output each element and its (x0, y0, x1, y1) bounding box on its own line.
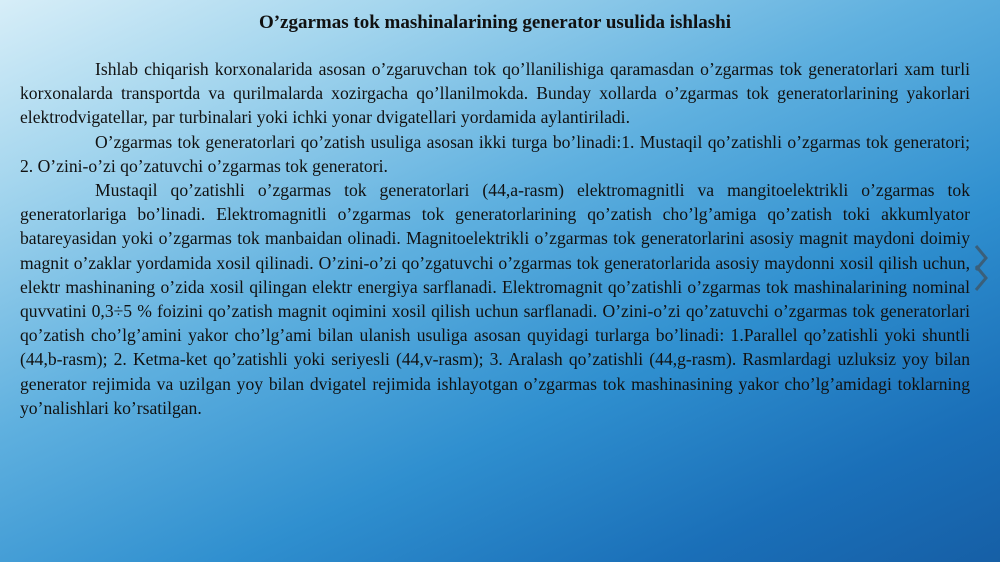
slide-content (20, 10, 970, 420)
paragraph-intro: Ishlab chiqarish korxonalarida asosan o’zgaruvchan tok qo’llanilishiga qaramasdan o’zgarmas tok generatorlari xam turli korxonalarda transportda va qurilmalarda xozirgacha qo’llanilmokda. Bunday xollarda o’zgarmas tok generatorlarining yakorlari elektrodvigatellar, par turbinalari yoki ichki yonar dvigatellari yordamida aylantiriladi. (20, 59, 970, 128)
page-title: O’zgarmas tok mashinalarining generator usulida ishlashi (258, 12, 732, 33)
paragraph-details: Mustaqil qo’zatishli o’zgarmas tok generatorlari (44,a-rasm) elektromagnitli va mangitoelektrikli o’zgarmas tok generatorlariga bo’linadi. Elektromagnitli o’zgarmas tok generatorlarining qo’zatish cho’lg’amiga qo’zatish toki akkumlyator batareyasidan yoki o’zgarmas tok manbaidan olinadi. Magnitoelektrikli o’zgarmas tok generatorlarini asosiy magnit maydoni doimiy magnit o’zaklar yordamida xosil qilinadi. O’zini-o’zi qo’zgatuvchi o’zgarmas tok generatorlarida asosiy maydonni xosil qilish uchun, elektr mashinaning o’zida xosil qilingan elektr energiya sarflanadi. Elektromagnit qo’zatishli o’zgarmas tok mashinalarining nominal quvvatini 0,3÷5 % foizini qo’zatish magnit oqimini xosil qilish uchun sarflanadi. O’zini-o’zi qo’zatuvchi o’zgarmas tok generatorlari qo’zatish cho’lg’amini yakor cho’lg’ami bilan ulanish usuliga asosan quyidagi turlarga bo’linadi: 1.Parallel qo’zatishli yoki shuntli (44,b-rasm); 2. Ketma-ket qo’zatishli yoki seriyesli (44,v-rasm); 3. Aralash qo’zatishli (44,g-rasm). Rasmlardagi uzluksiz yoy bilan generator rejimida va uzilgan yoy bilan dvigatel rejimida ishlayotgan o’zgarmas tok mashinasining yakor cho’lg’amidagi toklarning yo’nalishlari ko’rsatilgan. (20, 180, 970, 418)
paragraph-types: O’zgarmas tok generatorlari qo’zatish usuliga asosan ikki turga bo’linadi:1. Mustaqil qo’zatishli o’zgarmas tok generatori; 2. O’zini-o’zi qo’zatuvchi o’zgarmas tok generatori. (20, 131, 970, 176)
chevron-right-icon (972, 238, 994, 298)
